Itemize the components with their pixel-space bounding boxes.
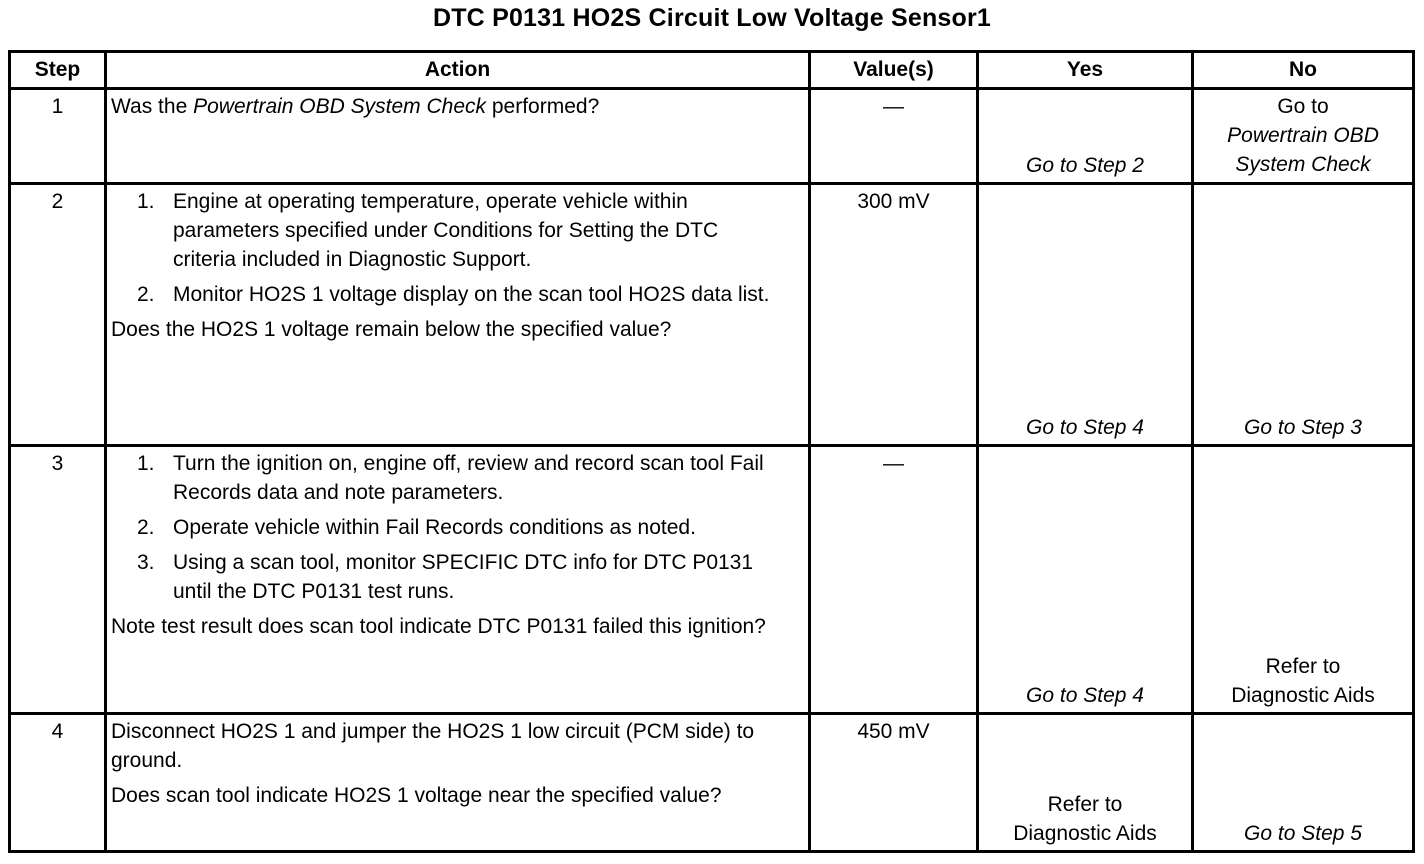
header-values: Value(s) [810,52,978,89]
action-text: Disconnect HO2S 1 and jumper the HO2S 1 low circuit (PCM side) to ground. [111,720,755,772]
no-line-2: Diagnostic Aids [1231,684,1375,707]
table-row-step-2 [10,184,1414,446]
action-step-number: 2. [137,516,155,539]
action-question: Does the HO2S 1 voltage remain below the specified value? [111,318,672,341]
action-step-number: 3. [137,551,155,574]
header-yes: Yes [978,52,1193,89]
no-cell-text [1194,652,1412,710]
action-text-prefix: Was the [111,95,194,118]
action-step-item [137,513,804,542]
action-step-number: 1. [137,452,155,475]
value-cell: 450 mV [810,714,978,852]
action-question: Note test result does scan tool indicate DTC P0131 failed this ignition? [111,615,766,638]
no-cell [1193,714,1414,852]
yes-link-text: Go to Step 4 [1026,684,1144,707]
action-text-italic: Powertrain OBD System Check [193,95,487,118]
action-step-text: Using a scan tool, monitor SPECIFIC DTC info for DTC P0131 until the DTC P0131 test runs. [173,551,754,603]
no-line-1: Go to [1277,95,1329,118]
action-step-item [137,187,804,274]
yes-cell [978,89,1193,184]
action-step-item [137,449,804,507]
table-row-step-4 [10,714,1414,852]
no-cell-text [1194,92,1412,179]
action-step-item [137,548,804,606]
action-question: Does scan tool indicate HO2S 1 voltage near the specified value? [111,784,722,807]
table-row-step-3 [10,446,1414,714]
no-cell [1193,184,1414,446]
action-cell [106,446,810,714]
step-number: 1 [10,89,106,184]
yes-line-1: Refer to [1047,793,1123,816]
action-step-text: Turn the ignition on, engine off, review and record scan tool Fail Records data and note parameters. [173,452,764,504]
yes-link-text: Go to Step 2 [1026,154,1144,177]
action-cell [106,184,810,446]
yes-cell [978,446,1193,714]
no-link-text: Go to Step 3 [1244,416,1362,439]
yes-cell [978,714,1193,852]
yes-link-text: Go to Step 4 [1026,416,1144,439]
action-text-suffix: performed? [486,95,600,118]
yes-line-2: Diagnostic Aids [1013,822,1157,845]
action-steps-list [111,449,804,606]
action-steps-list [111,187,804,309]
action-cell [106,89,810,184]
table-row-step-1 [10,89,1414,184]
action-step-text: Engine at operating temperature, operate vehicle within parameters specified under Conditions for Setting the DTC criteria included in Diagnostic Support. [173,190,719,271]
table-header-row [10,52,1414,89]
action-step-text: Operate vehicle within Fail Records conditions as noted. [173,516,696,539]
action-step-number: 1. [137,190,155,213]
value-cell: — [810,89,978,184]
step-number: 4 [10,714,106,852]
action-step-text: Monitor HO2S 1 voltage display on the scan tool HO2S data list. [173,283,770,306]
action-step-item [137,280,804,309]
action-step-number: 2. [137,283,155,306]
yes-cell [978,184,1193,446]
no-cell [1193,446,1414,714]
no-line-3: System Check [1235,153,1371,176]
document-title: DTC P0131 HO2S Circuit Low Voltage Sensor1 [432,4,992,32]
value-cell: 300 mV [810,184,978,446]
no-link-text: Go to Step 5 [1244,822,1362,845]
step-number: 2 [10,184,106,446]
diagnostic-table [8,50,1415,853]
step-number: 3 [10,446,106,714]
header-step: Step [10,52,106,89]
no-line-1: Refer to [1265,655,1341,678]
no-cell [1193,89,1414,184]
action-cell [106,714,810,852]
header-no: No [1193,52,1414,89]
yes-cell-text [979,790,1191,848]
header-action: Action [106,52,810,89]
no-line-2: Powertrain OBD [1227,124,1379,147]
value-cell: — [810,446,978,714]
